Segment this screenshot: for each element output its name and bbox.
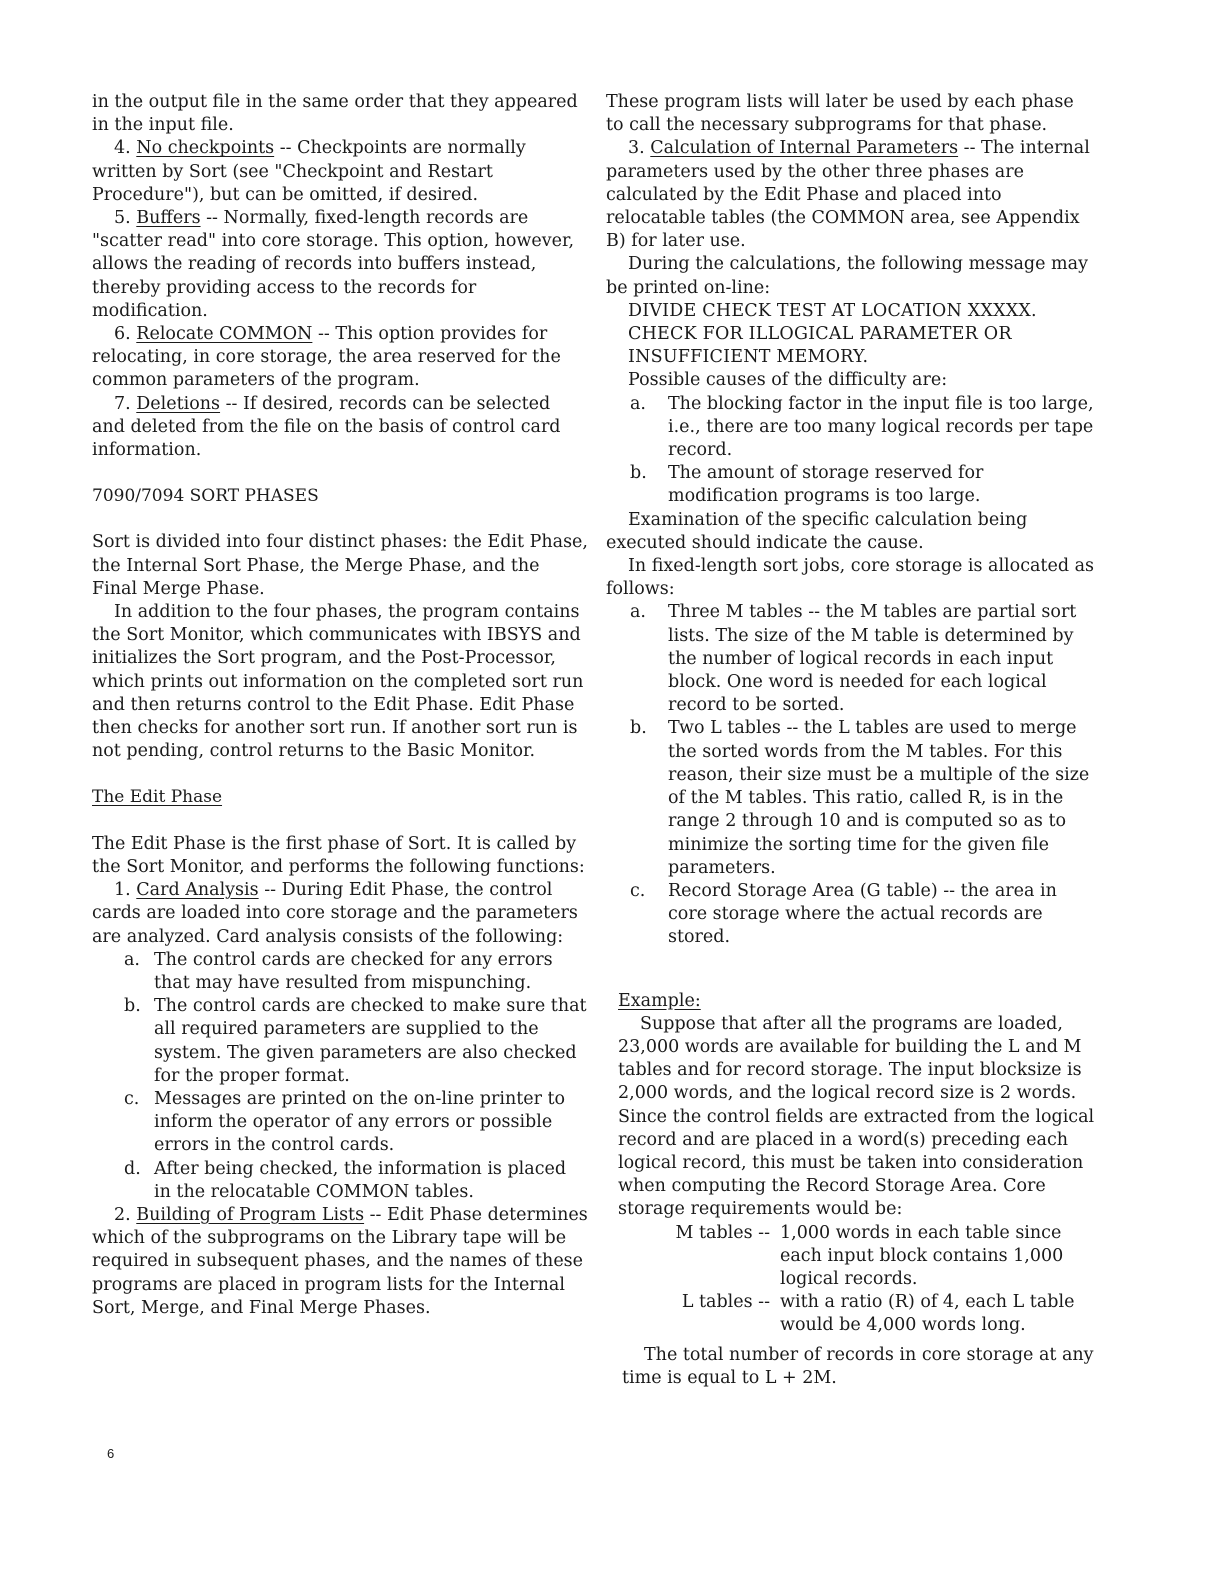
list-label: b. bbox=[124, 996, 141, 1017]
list-label: a. bbox=[630, 393, 646, 414]
option-number: 6. bbox=[114, 324, 131, 345]
list-item bbox=[92, 1088, 588, 1158]
requirement-label: M tables -- bbox=[675, 1222, 770, 1243]
option-text: -- Normally, fixed-length records are "scatter read" into core storage. This option, however, allows the reading of records into buffers instead, thereby providing access to the records for modification. bbox=[92, 208, 575, 321]
list-text: The control cards are checked to make sure that all required parameters are supplied to the system. The given parameters are also checked for the proper format. bbox=[154, 996, 587, 1086]
list-label: c. bbox=[124, 1088, 140, 1109]
list-item bbox=[606, 462, 1096, 508]
option-text: -- If desired, records can be selected and deleted from the file on the basis of control card information. bbox=[92, 393, 561, 461]
option-number: 4. bbox=[114, 138, 131, 159]
list-item bbox=[606, 880, 1096, 950]
function-number: 2. bbox=[114, 1204, 131, 1225]
message-line: CHECK FOR ILLOGICAL PARAMETER OR bbox=[628, 324, 1012, 345]
section-heading-sort-phases: 7090/7094 SORT PHASES bbox=[92, 486, 319, 507]
list-text: Two L tables -- the L tables are used to merge the sorted words from the M tables. For this reason, their size must be a multiple of the size of the M tables. This ratio, called R, is in the range 2 through 10 and is computed so as to minimize the sorting time for the given file parameters. bbox=[668, 718, 1090, 878]
option-term: Deletions bbox=[136, 393, 221, 414]
option-term: No checkpoints bbox=[136, 138, 275, 159]
paragraph-example: Suppose that after all the programs are loaded, 23,000 words are available for building the L and M tables and for record storage. The input blocksize is 2,000 words, and the logical record size is 2 words. Since the control fields are extracted from the logical record and are placed in a word(s) preceding each logical record, this must be taken into consideration when computing the Record Storage Area. Core storage requirements would be: bbox=[618, 1013, 1095, 1220]
list-label: a. bbox=[124, 949, 140, 970]
option-buffers bbox=[92, 207, 588, 323]
paragraph-continuation: These program lists will later be used by each phase to call the necessary subprograms for that phase. bbox=[606, 92, 1074, 136]
list-item bbox=[606, 601, 1096, 717]
paragraph-total-records: The total number of records in core storage at any time is equal to L + 2M. bbox=[622, 1344, 1094, 1388]
core-storage-requirements bbox=[606, 1222, 1096, 1338]
option-no-checkpoints bbox=[92, 137, 588, 207]
function-card-analysis bbox=[92, 879, 588, 949]
list-text: The blocking factor in the input file is too large, i.e., there are too many logical records per tape record. bbox=[668, 393, 1094, 461]
paragraph-phases-intro: Sort is divided into four distinct phases: the Edit Phase, the Internal Sort Phase, the Merge Phase, and the Final Merge Phase. bbox=[92, 532, 588, 599]
function-term: Card Analysis bbox=[136, 880, 259, 901]
option-term: Relocate COMMON bbox=[136, 324, 313, 345]
function-building-program-lists bbox=[92, 1204, 588, 1320]
list-text: Three M tables -- the M tables are partial sort lists. The size of the M table is determined by the number of logical records in each input block. One word is needed for each logical record to be sorted. bbox=[668, 602, 1077, 716]
list-item bbox=[92, 995, 588, 1088]
list-item bbox=[92, 949, 588, 995]
requirement-text: 1,000 words in each table since each input block contains 1,000 logical records. bbox=[780, 1222, 1064, 1289]
list-text: The amount of storage reserved for modification programs is too large. bbox=[668, 463, 984, 507]
list-item bbox=[92, 1158, 588, 1204]
paragraph-fixed-length: In fixed-length sort jobs, core storage is allocated as follows: bbox=[606, 556, 1094, 600]
function-text: -- Edit Phase determines which of the subprograms on the Library tape will be required in subsequent phases, and the names of these programs are placed in program lists for the Internal Sort, Merge, and Final Merge Phases. bbox=[92, 1204, 588, 1318]
causes-list bbox=[606, 393, 1096, 509]
subsection-heading-edit-phase: The Edit Phase bbox=[92, 787, 223, 808]
paragraph-during-calculations: During the calculations, the following message may be printed on-line: bbox=[606, 254, 1088, 298]
message-line: DIVIDE CHECK TEST AT LOCATION XXXXX. bbox=[628, 300, 1037, 321]
requirement-text: with a ratio (R) of 4, each L table would be 4,000 words long. bbox=[780, 1292, 1075, 1336]
option-number: 7. bbox=[114, 393, 131, 414]
option-relocate-common bbox=[92, 323, 588, 393]
list-label: d. bbox=[124, 1158, 141, 1179]
option-number: 5. bbox=[114, 208, 131, 229]
function-number: 3. bbox=[628, 138, 645, 159]
option-term: Buffers bbox=[136, 208, 201, 229]
list-text: The control cards are checked for any errors that may have resulted from mispunching. bbox=[154, 949, 553, 993]
list-text: Record Storage Area (G table) -- the area in core storage where the actual records are stored. bbox=[668, 880, 1057, 948]
paragraph-possible-causes: Possible causes of the difficulty are: bbox=[628, 370, 948, 391]
list-label: b. bbox=[630, 463, 647, 484]
list-item bbox=[606, 393, 1096, 463]
list-text: After being checked, the information is placed in the relocatable COMMON tables. bbox=[154, 1158, 567, 1202]
option-text: -- Checkpoints are normally written by Sort (see "Checkpoint and Restart Procedure"), but can be omitted, if desired. bbox=[92, 138, 526, 205]
list-label: c. bbox=[630, 880, 646, 901]
list-label: a. bbox=[630, 602, 646, 623]
example-heading: Example: bbox=[618, 990, 701, 1011]
function-text: -- The internal parameters used by the other three phases are calculated by the Edit Phase and placed into relocatable tables (the COMMON area, see Appendix B) for later use. bbox=[606, 138, 1090, 252]
requirement-label: L tables -- bbox=[681, 1292, 770, 1313]
function-number: 1. bbox=[114, 880, 131, 901]
message-line: INSUFFICIENT MEMORY. bbox=[628, 347, 869, 368]
card-analysis-list bbox=[92, 949, 588, 1204]
list-label: b. bbox=[630, 718, 647, 739]
option-text: -- This option provides for relocating, in core storage, the area reserved for the common parameters of the program. bbox=[92, 324, 561, 391]
right-column bbox=[606, 91, 1096, 1390]
list-item bbox=[606, 717, 1096, 879]
paragraph-edit-intro: The Edit Phase is the first phase of Sort. It is called by the Sort Monitor, and performs the following functions: bbox=[92, 833, 585, 877]
option-deletions bbox=[92, 393, 588, 463]
function-term: Building of Program Lists bbox=[136, 1204, 365, 1225]
requirement-row bbox=[606, 1291, 1096, 1337]
left-column bbox=[92, 91, 588, 1320]
page-number: 6 bbox=[107, 1446, 115, 1461]
paragraph-phases-monitor: In addition to the four phases, the program contains the Sort Monitor, which communicates with IBSYS and initializes the Sort program, and the Post-Processor, which prints out information on the completed sort run and then returns control to the Edit Phase. Edit Phase then checks for another sort run. If another sort run is not pending, control returns to the Basic Monitor. bbox=[92, 602, 584, 762]
function-term: Calculation of Internal Parameters bbox=[650, 138, 959, 159]
allocation-list bbox=[606, 601, 1096, 949]
requirement-row bbox=[606, 1222, 1096, 1292]
function-calculation-internal-parameters bbox=[606, 137, 1096, 253]
list-text: Messages are printed on the on-line printer to inform the operator of any errors or possible errors in the control cards. bbox=[154, 1088, 566, 1156]
function-text: -- During Edit Phase, the control cards are loaded into core storage and the parameters are analyzed. Card analysis consists of the following: bbox=[92, 880, 578, 947]
online-message bbox=[606, 300, 1096, 370]
paragraph-continuation: in the output file in the same order that they appeared in the input file. bbox=[92, 92, 578, 136]
paragraph-examination: Examination of the specific calculation being executed should indicate the cause. bbox=[606, 509, 1028, 553]
